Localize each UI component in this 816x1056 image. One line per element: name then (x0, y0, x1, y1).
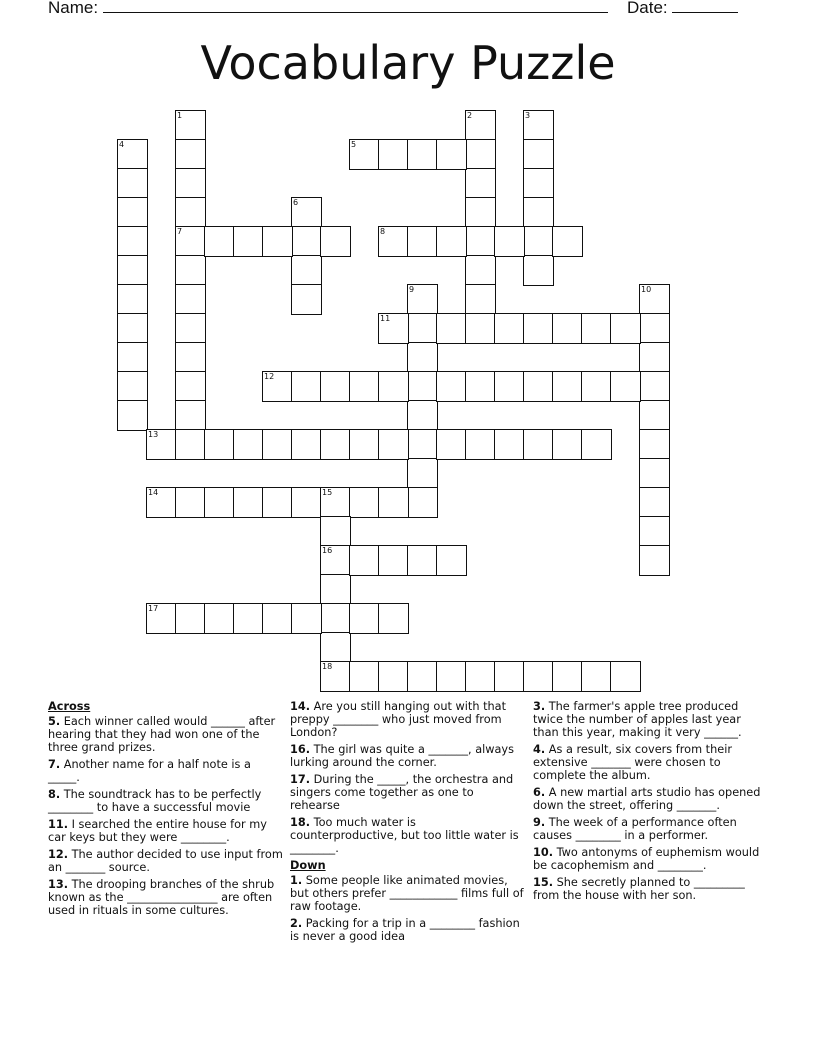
across-heading: Across (48, 700, 91, 713)
grid-cell[interactable] (291, 226, 322, 257)
grid-cell[interactable] (523, 371, 554, 402)
clue-text: She secretly planned to _________ from the house with her son. (533, 876, 745, 902)
grid-cell[interactable] (465, 371, 496, 402)
grid-cell[interactable] (262, 487, 293, 518)
grid-cell[interactable] (407, 139, 438, 170)
grid-cell[interactable] (494, 429, 525, 460)
clue-item (48, 878, 284, 917)
grid-cell[interactable] (378, 603, 409, 634)
clue-text: Each winner called would ______ after hearing that they had won one of the three grand prizes. (48, 715, 276, 754)
grid-cell[interactable] (465, 110, 496, 141)
grid-cell[interactable] (320, 371, 351, 402)
clue-item (48, 758, 284, 784)
grid-cell[interactable] (320, 661, 351, 692)
grid-cell[interactable] (552, 226, 583, 257)
grid-cell[interactable] (581, 661, 612, 692)
grid-cell[interactable] (465, 429, 496, 460)
grid-cell[interactable] (146, 603, 177, 634)
grid-cell[interactable] (407, 487, 438, 518)
clues-column-2 (290, 700, 526, 947)
grid-cell[interactable] (407, 371, 438, 402)
grid-cell[interactable] (581, 371, 612, 402)
grid-cell[interactable] (378, 371, 409, 402)
clue-number: 16 (322, 546, 333, 555)
grid-cell[interactable] (494, 661, 525, 692)
grid-cell[interactable] (320, 632, 351, 663)
grid-cell[interactable] (581, 313, 612, 344)
grid-cell[interactable] (349, 545, 380, 576)
grid-cell[interactable] (436, 371, 467, 402)
clue-number: 10 (641, 285, 652, 294)
grid-cell[interactable] (581, 429, 612, 460)
clue-number-label: 18. (290, 816, 311, 829)
grid-cell[interactable] (117, 313, 148, 344)
clue-item (290, 743, 526, 769)
clue-number-label: 13. (48, 878, 69, 891)
grid-cell[interactable] (291, 487, 322, 518)
grid-cell[interactable] (204, 429, 235, 460)
grid-cell[interactable] (117, 226, 148, 257)
grid-cell[interactable] (523, 139, 554, 170)
grid-cell[interactable] (378, 429, 409, 460)
grid-cell[interactable] (378, 313, 409, 344)
clue-text: The week of a performance often causes ________ in a performer. (533, 816, 737, 842)
grid-cell[interactable] (465, 168, 496, 199)
clue-item (48, 818, 284, 844)
clue-text: As a result, six covers from their extensive _______ were chosen to complete the album. (533, 743, 732, 782)
grid-cell[interactable] (175, 342, 206, 373)
clue-number-label: 2. (290, 917, 303, 930)
page-title: Vocabulary Puzzle (200, 36, 616, 90)
clue-number: 18 (322, 662, 333, 671)
clue-item (290, 816, 526, 855)
clue-text: The drooping branches of the shrub known as the ________________ are often used in rituals in some cultures. (48, 878, 275, 917)
clue-item (533, 700, 769, 739)
clue-item (290, 700, 526, 739)
grid-cell[interactable] (175, 487, 206, 518)
grid-cell[interactable] (117, 139, 148, 170)
grid-cell[interactable] (349, 661, 380, 692)
grid-cell[interactable] (407, 284, 438, 315)
grid-cell[interactable] (117, 284, 148, 315)
grid-cell[interactable] (523, 110, 554, 141)
grid-cell[interactable] (291, 197, 322, 228)
grid-cell[interactable] (349, 487, 380, 518)
grid-cell[interactable] (465, 139, 496, 170)
grid-cell[interactable] (523, 226, 554, 257)
clue-number-label: 4. (533, 743, 546, 756)
clue-item (48, 848, 284, 874)
grid-cell[interactable] (639, 545, 670, 576)
grid-cell[interactable] (494, 371, 525, 402)
grid-cell[interactable] (407, 226, 438, 257)
grid-cell[interactable] (117, 371, 148, 402)
clue-text: Two antonyms of euphemism would be cacophemism and ________. (533, 846, 760, 872)
clue-number-label: 16. (290, 743, 311, 756)
clue-item (533, 846, 769, 872)
clue-text: During the _____, the orchestra and singers come together as one to rehearse (290, 773, 514, 812)
grid-cell[interactable] (639, 400, 670, 431)
grid-cell[interactable] (204, 226, 235, 257)
grid-cell[interactable] (610, 371, 641, 402)
clues-column-3 (533, 700, 769, 906)
grid-cell[interactable] (378, 545, 409, 576)
grid-cell[interactable] (639, 284, 670, 315)
grid-cell[interactable] (552, 313, 583, 344)
clue-item (48, 788, 284, 814)
grid-cell[interactable] (117, 197, 148, 228)
grid-cell[interactable] (320, 545, 351, 576)
grid-cell[interactable] (407, 342, 438, 373)
grid-cell[interactable] (349, 139, 380, 170)
grid-cell[interactable] (175, 197, 206, 228)
grid-cell[interactable] (436, 139, 467, 170)
grid-cell[interactable] (204, 603, 235, 634)
grid-cell[interactable] (175, 284, 206, 315)
grid-cell[interactable] (320, 226, 351, 257)
clue-number: 7 (177, 227, 183, 236)
clue-item (290, 917, 526, 943)
clue-number-label: 10. (533, 846, 554, 859)
clue-number-label: 3. (533, 700, 546, 713)
clue-number-label: 11. (48, 818, 69, 831)
clue-text: A new martial arts studio has opened down the street, offering _______. (533, 786, 761, 812)
clue-item (533, 786, 769, 812)
grid-cell[interactable] (204, 487, 235, 518)
clue-number-label: 8. (48, 788, 61, 801)
grid-cell[interactable] (639, 429, 670, 460)
grid-cell[interactable] (117, 342, 148, 373)
grid-cell[interactable] (175, 400, 206, 431)
grid-cell[interactable] (407, 458, 438, 489)
clue-text: The soundtrack has to be perfectly ________ to have a successful movie (48, 788, 262, 814)
clue-text: Another name for a half note is a _____. (48, 758, 251, 784)
grid-cell[interactable] (523, 255, 554, 286)
grid-cell[interactable] (436, 429, 467, 460)
grid-cell[interactable] (146, 429, 177, 460)
grid-cell[interactable] (262, 429, 293, 460)
grid-cell[interactable] (494, 313, 525, 344)
grid-cell[interactable] (117, 400, 148, 431)
grid-cell[interactable] (639, 342, 670, 373)
grid-cell[interactable] (436, 661, 467, 692)
clue-number: 14 (148, 488, 159, 497)
grid-cell[interactable] (465, 255, 496, 286)
grid-cell[interactable] (117, 255, 148, 286)
grid-cell[interactable] (639, 458, 670, 489)
grid-cell[interactable] (610, 661, 641, 692)
grid-cell[interactable] (320, 603, 351, 634)
grid-cell[interactable] (175, 226, 206, 257)
clue-text: Packing for a trip in a ________ fashion is never a good idea (290, 917, 520, 943)
grid-cell[interactable] (233, 429, 264, 460)
grid-cell[interactable] (610, 313, 641, 344)
clue-text: I searched the entire house for my car keys but they were ________. (48, 818, 267, 844)
clue-number-label: 12. (48, 848, 69, 861)
clue-number: 1 (177, 111, 183, 120)
grid-cell[interactable] (175, 429, 206, 460)
grid-cell[interactable] (175, 371, 206, 402)
grid-cell[interactable] (523, 429, 554, 460)
clue-item (533, 876, 769, 902)
clue-number: 6 (293, 198, 299, 207)
grid-cell[interactable] (523, 313, 554, 344)
grid-cell[interactable] (465, 197, 496, 228)
grid-cell[interactable] (407, 400, 438, 431)
clue-text: The girl was quite a _______, always lurking around the corner. (290, 743, 514, 769)
grid-cell[interactable] (291, 255, 322, 286)
grid-cell[interactable] (639, 516, 670, 547)
clue-number: 13 (148, 430, 159, 439)
grid-cell[interactable] (233, 226, 264, 257)
grid-cell[interactable] (262, 603, 293, 634)
clue-number: 12 (264, 372, 275, 381)
grid-cell[interactable] (349, 371, 380, 402)
grid-cell[interactable] (175, 139, 206, 170)
clue-number: 9 (409, 285, 415, 294)
clue-number-label: 6. (533, 786, 546, 799)
clue-number-label: 15. (533, 876, 554, 889)
clue-number: 4 (119, 140, 125, 149)
grid-cell[interactable] (639, 487, 670, 518)
grid-cell[interactable] (465, 284, 496, 315)
grid-cell[interactable] (552, 661, 583, 692)
clue-number-label: 14. (290, 700, 311, 713)
grid-cell[interactable] (494, 226, 525, 257)
clue-number: 5 (351, 140, 357, 149)
clue-text: Are you still hanging out with that preppy ________ who just moved from London? (290, 700, 507, 739)
clue-item (290, 773, 526, 812)
grid-cell[interactable] (233, 487, 264, 518)
clue-number-label: 17. (290, 773, 311, 786)
grid-cell[interactable] (291, 429, 322, 460)
date-label-text: Date: (627, 0, 668, 17)
grid-cell[interactable] (146, 487, 177, 518)
grid-cell[interactable] (523, 168, 554, 199)
grid-cell[interactable] (465, 226, 496, 257)
grid-cell[interactable] (175, 313, 206, 344)
clue-text: The farmer's apple tree produced twice the number of apples last year than this year, making it very ______. (533, 700, 742, 739)
grid-cell[interactable] (233, 603, 264, 634)
clue-number-label: 5. (48, 715, 61, 728)
clue-item (533, 743, 769, 782)
clue-number: 2 (467, 111, 473, 120)
grid-cell[interactable] (407, 545, 438, 576)
grid-cell[interactable] (436, 313, 467, 344)
grid-cell[interactable] (291, 603, 322, 634)
down-heading: Down (290, 859, 326, 872)
grid-cell[interactable] (378, 661, 409, 692)
clue-text: Some people like animated movies, but others prefer ____________ films full of raw footage. (290, 874, 524, 913)
clue-number-label: 9. (533, 816, 546, 829)
grid-cell[interactable] (407, 313, 438, 344)
grid-cell[interactable] (378, 139, 409, 170)
grid-cell[interactable] (407, 429, 438, 460)
grid-cell[interactable] (378, 226, 409, 257)
grid-cell[interactable] (407, 661, 438, 692)
grid-cell[interactable] (175, 168, 206, 199)
grid-cell[interactable] (320, 574, 351, 605)
grid-cell[interactable] (262, 371, 293, 402)
grid-cell[interactable] (291, 371, 322, 402)
grid-cell[interactable] (465, 661, 496, 692)
grid-cell[interactable] (175, 110, 206, 141)
grid-cell[interactable] (175, 603, 206, 634)
grid-cell[interactable] (639, 313, 670, 344)
clue-item (533, 816, 769, 842)
clue-number: 17 (148, 604, 159, 613)
clue-number: 15 (322, 488, 333, 497)
grid-cell[interactable] (175, 255, 206, 286)
grid-cell[interactable] (320, 516, 351, 547)
clue-text: The author decided to use input from an _______ source. (48, 848, 283, 874)
grid-cell[interactable] (552, 371, 583, 402)
name-label-text: Name: (48, 0, 99, 17)
grid-cell[interactable] (639, 371, 670, 402)
grid-cell[interactable] (436, 545, 467, 576)
grid-cell[interactable] (436, 226, 467, 257)
clue-item (290, 874, 526, 913)
grid-cell[interactable] (523, 661, 554, 692)
grid-cell[interactable] (320, 487, 351, 518)
grid-cell[interactable] (349, 603, 380, 634)
clue-number-label: 7. (48, 758, 61, 771)
grid-cell[interactable] (523, 197, 554, 228)
grid-cell[interactable] (552, 429, 583, 460)
clue-number-label: 1. (290, 874, 303, 887)
clues-column-1 (48, 700, 284, 921)
grid-cell[interactable] (117, 168, 148, 199)
grid-cell[interactable] (465, 313, 496, 344)
clue-item (48, 715, 284, 754)
clue-number: 11 (380, 314, 391, 323)
clue-number: 3 (525, 111, 531, 120)
clue-number: 8 (380, 227, 386, 236)
grid-cell[interactable] (378, 487, 409, 518)
grid-cell[interactable] (349, 429, 380, 460)
grid-cell[interactable] (291, 284, 322, 315)
clue-text: Too much water is counterproductive, but too little water is ________. (290, 816, 519, 855)
grid-cell[interactable] (262, 226, 293, 257)
grid-cell[interactable] (320, 429, 351, 460)
